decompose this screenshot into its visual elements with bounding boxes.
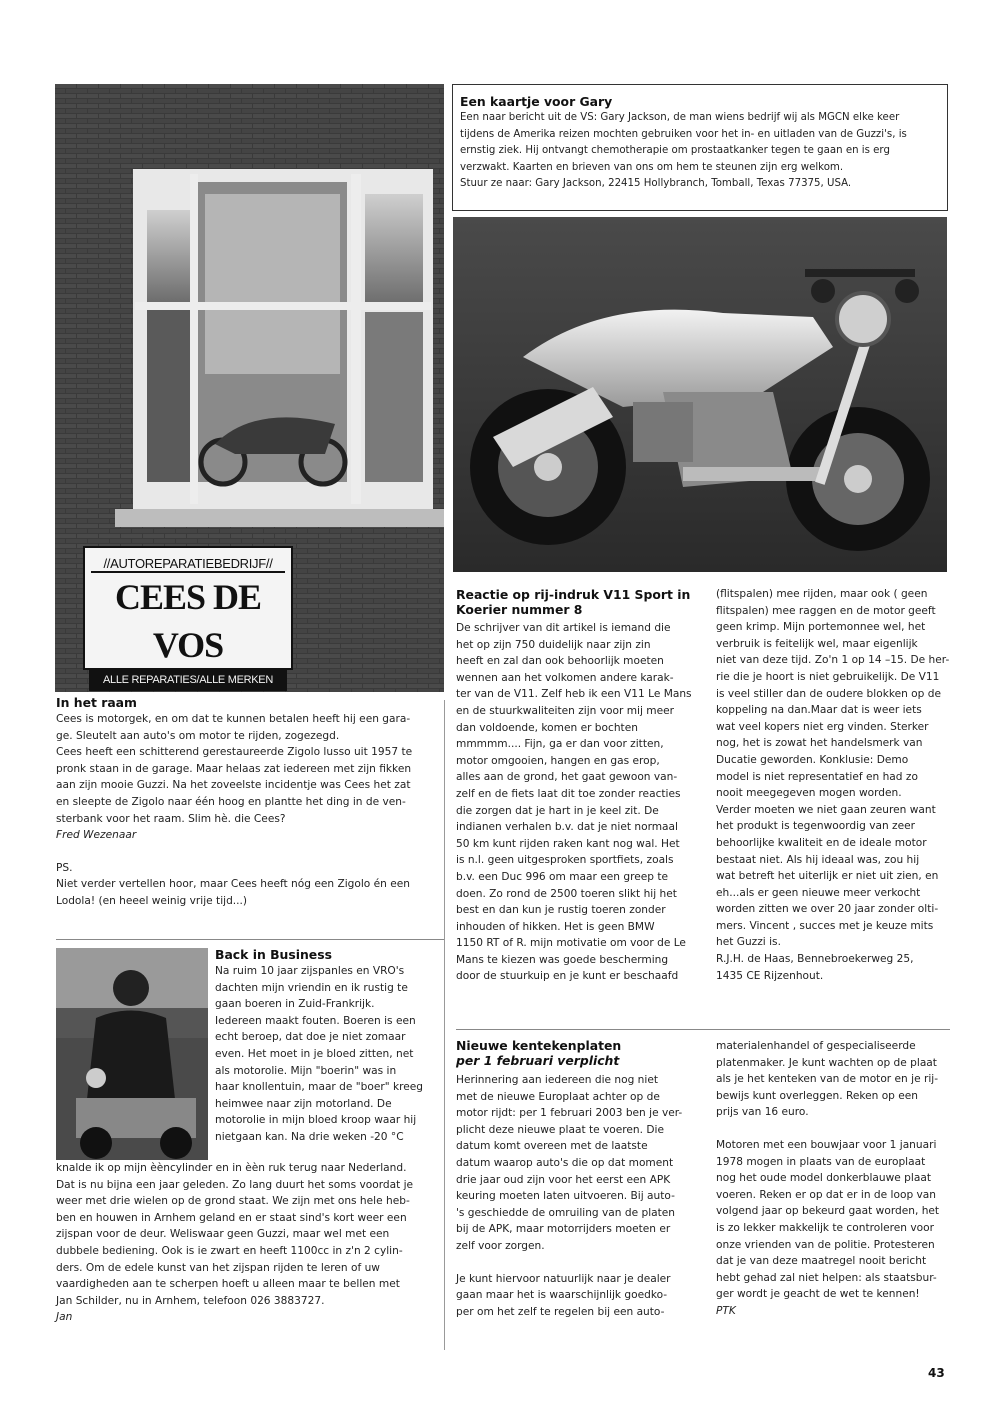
reactie-line: het produkt is tegenwoordig van zeer (716, 820, 915, 833)
reactie-line: is n.l. geen uitgesproken sportfiets, zoals (456, 854, 674, 867)
business-line: Iedereen maakt fouten. Boeren is een (215, 1014, 416, 1027)
sign-bottom-text: ALLE REPARATIES/ALLE MERKEN (89, 669, 287, 691)
reactie-line: die zorgen dat je hart in je keel zit. De (456, 804, 659, 817)
business-line: haar knollentuin, maar de "boer" kreeg (215, 1081, 423, 1094)
garage-sign (83, 546, 293, 686)
reactie-line: heeft en zal dan ook behoorlijk moeten (456, 655, 664, 668)
reactie-title-line: Koerier nummer 8 (456, 602, 583, 617)
reactie-line: rie die je hoort is niet gebruikelijk. De V11 (716, 670, 940, 683)
kenteken-line: Herinnering aan iedereen die nog niet (456, 1074, 659, 1086)
reactie-line: behoorlijke kwaliteit en de ideale motor (716, 836, 927, 849)
raam-line: ge. Sleutelt aan auto's om motor te rijden, zogezegd. (56, 729, 340, 742)
reactie-line: Verder moeten we niet gaan zeuren want (716, 803, 936, 816)
reactie-line: Mans te kiezen was goede bescherming (456, 953, 669, 966)
business-wide-body (56, 1160, 444, 1326)
reactie-line: 1150 RT of R. mijn motivatie om voor de Le (456, 937, 686, 950)
business-line: echt beroep, dat doe je niet zomaar (215, 1031, 406, 1044)
reactie-line: het op zijn 750 duidelijk naar zijn zin (456, 638, 651, 651)
business-line: even. Het moet in je bloed zitten, net (215, 1047, 414, 1060)
reactie-line: motor omgooien, hangen en gas erop, (456, 754, 660, 767)
kaartje-line: verzwakt. Kaarten en brieven van ons om hem te steunen zijn erg welkom. (460, 161, 844, 173)
reactie-author-line: R.J.H. de Haas, Bennebroekerweg 25, (716, 953, 914, 966)
kenteken-line: Motoren met een bouwjaar voor 1 januari (716, 1138, 937, 1151)
raam-title: In het raam (56, 695, 137, 710)
business-line: gaan boeren in Zuid-Frankrijk. (215, 998, 375, 1011)
reactie-line: door de stuurkuip en je kunt er beschaafd (456, 970, 679, 983)
business-line: ders. Om de edele kunst van het zijspan rijden te leren of uw (56, 1261, 380, 1274)
reactie-author-line: 1435 CE Rijzenhout. (716, 969, 824, 982)
kenteken-line: motor rijdt: per 1 februari 2003 ben je ver- (456, 1107, 683, 1120)
raam-body (56, 711, 444, 910)
reactie-line: best en dan kun je rustig toeren zonder (456, 904, 666, 917)
sign-top-text: //AUTOREPARATIEBEDRIJF// (91, 556, 285, 573)
biker-drawing (56, 948, 208, 1160)
reactie-line: wat veel kopers niet erg vinden. Sterker (716, 720, 929, 733)
reactie-line: het Guzzi is. (716, 936, 781, 949)
raam-author: Fred Wezenaar (56, 829, 137, 842)
reactie-line: alles aan de grond, het gaat gewoon van- (456, 771, 678, 784)
reactie-line: (flitspalen) mee rijden, maar ook ( geen (716, 588, 928, 600)
business-line: heimwee naar zijn motorland. De (215, 1097, 392, 1110)
reactie-line: mmmmm.... Fijn, ga er dan voor zitten, (456, 738, 664, 751)
kenteken-line: als je het kenteken van de motor en je rij- (716, 1073, 939, 1086)
reactie-line: nog, het is zowat het handelsmerk van (716, 737, 923, 750)
kaartje-box (452, 84, 948, 211)
reactie-line: ter van de V11. Zelf heb ik een V11 Le Mans (456, 688, 692, 701)
kaartje-line: tijdens de Amerika reizen mochten gebruiken voor het in- en uitladen van de Guzzi's, is (460, 128, 907, 140)
business-line: Na ruim 10 jaar zijspanles en VRO's (215, 965, 405, 977)
kenteken-col2 (716, 1038, 950, 1320)
kenteken-line: materialenhandel of gespecialiseerde (716, 1040, 916, 1052)
reactie-line: indianen verhalen b.v. dat je niet normaal (456, 821, 678, 834)
business-title: Back in Business (215, 947, 332, 962)
kenteken-line: datum waarop auto's die op dat moment (456, 1156, 674, 1169)
kaartje-body (460, 110, 944, 193)
business-line: zijspan voor de deur. Weliswaar geen Guzzi, maar wel met een (56, 1228, 390, 1241)
business-line: dachten mijn vriendin en ik rustig te (215, 981, 408, 994)
reactie-line: flitspalen) mee raggen en de motor geeft (716, 604, 936, 617)
kenteken-author: PTK (716, 1304, 736, 1317)
reactie-line: wennen aan het volkomen andere karak- (456, 671, 674, 684)
raam-ps-label: PS. (56, 861, 73, 874)
kenteken-title-line: Nieuwe kentekenplaten (456, 1038, 622, 1053)
kenteken-line: 1978 mogen in plaats van de europlaat (716, 1155, 926, 1168)
reactie-title (456, 587, 706, 617)
kenteken-line: hebt gehad zal niet helpen: als staatsbur- (716, 1271, 937, 1284)
kenteken-line: plicht deze nieuwe plaat te voeren. Die (456, 1123, 664, 1136)
kenteken-col1 (456, 1072, 698, 1320)
page-number: 43 (928, 1366, 945, 1380)
motorcycle-photo (453, 217, 947, 572)
business-narrow-body (215, 963, 444, 1146)
business-line: Jan Schilder, nu in Arnhem, telefoon 026 3883727. (56, 1294, 325, 1307)
sign-name: CEES DE VOS (114, 577, 262, 665)
kenteken-line: bij de APK, maar motorrijders moeten er (456, 1223, 671, 1236)
reactie-line: worden zitten we over 20 jaar zonder olti- (716, 903, 939, 916)
business-author: Jan (56, 1311, 73, 1324)
raam-line: Cees heeft een schitterend gerestaureerde Zigolo lusso uit 1957 te (56, 746, 413, 759)
kaartje-title: Een kaartje voor Gary (460, 94, 613, 109)
raam-ps-line: Niet verder vertellen hoor, maar Cees heeft nóg een Zigolo én een (56, 878, 411, 891)
business-line: Dat is nu bijna een jaar geleden. Zo lang duurt het soms voordat je (56, 1178, 414, 1191)
kenteken-title (456, 1038, 706, 1068)
reactie-line: 50 km kunt rijden raken kant nog wal. Het (456, 837, 680, 850)
kenteken-line: onze vrienden van de politie. Protesteren (716, 1238, 935, 1251)
kenteken-line: keuring moeten laten uitvoeren. Bij auto- (456, 1190, 675, 1203)
reactie-line: mers. Vincent , succes met je keuze mits (716, 919, 934, 932)
raam-line: pronk staan in de garage. Maar helaas zat iedereen met zijn fikken (56, 762, 412, 775)
reactie-line: doen. Zo rond de 2500 toeren slikt hij het (456, 887, 677, 900)
column-rule (444, 700, 445, 1350)
kenteken-line: is zo lekker makkelijk te controleren voor (716, 1221, 934, 1234)
kenteken-line: volgend jaar op bekeurd gaat worden, het (716, 1205, 940, 1218)
garage-photo (55, 84, 444, 692)
business-line: knalde ik op mijn èèncylinder en in èèn ruk terug naar Nederland. (56, 1162, 407, 1174)
reactie-line: wat betreft het uiterlijk er niet uit zien, en (716, 870, 939, 883)
reactie-line: model is niet representatief en had zo (716, 770, 918, 783)
reactie-line: verbruik is feitelijk wel, maar eigenlijk (716, 637, 918, 650)
section-divider (56, 939, 444, 940)
reactie-line: niet van deze tijd. Zo'n 1 op 14 –15. De her- (716, 654, 950, 667)
section-divider (456, 1029, 950, 1030)
kenteken-line: datum komt overeen met de laatste (456, 1140, 648, 1153)
kenteken-line: zelf voor zorgen. (456, 1239, 545, 1252)
business-line: als motorolie. Mijn "boerin" was in (215, 1064, 397, 1077)
kenteken-line: per om het zelf te regelen bij een auto- (456, 1305, 665, 1318)
kenteken-line: drie jaar oud zijn voor het eerst een APK (456, 1173, 671, 1186)
reactie-line: inhouden of hikken. Het is geen BMW (456, 920, 655, 933)
kenteken-line: voeren. Reken er op dat er in de loop van (716, 1188, 937, 1201)
business-line: nietgaan kan. Na drie weken -20 °C (215, 1130, 404, 1143)
kenteken-line: dat je van deze maatregel nooit bericht (716, 1255, 927, 1268)
reactie-line: zelf en de fiets laat dit toe zonder reacties (456, 787, 681, 800)
reactie-line: bestaat niet. Als hij ideaal was, zou hij (716, 853, 920, 866)
reactie-title-line: Reactie op rij-indruk V11 Sport in (456, 587, 691, 602)
kenteken-line: platenmaker. Je kunt wachten op de plaat (716, 1056, 937, 1069)
reactie-line: is veel stiller dan de oudere blokken op de (716, 687, 941, 700)
reactie-line: eh...als er geen nieuwe meer verkocht (716, 886, 921, 899)
kenteken-line: met de nieuwe Europlaat achter op de (456, 1090, 660, 1103)
kenteken-line: Je kunt hiervoor natuurlijk naar je dealer (456, 1272, 671, 1285)
reactie-line: geen krimp. Mijn portemonnee wel, het (716, 621, 926, 634)
reactie-col2 (716, 586, 950, 984)
kaartje-line: Stuur ze naar: Gary Jackson, 22415 Hollybranch, Tomball, Texas 77375, USA. (460, 178, 852, 190)
motorcycle-drawing (453, 217, 947, 572)
business-line: ben en houwen in Arnhem geland en er staat sind's kort weer een (56, 1211, 407, 1224)
reactie-line: b.v. een Duc 996 om maar een greep te (456, 870, 668, 883)
reactie-line: Ducatie geworden. Konklusie: Demo (716, 753, 909, 766)
reactie-line: en de stuurkwaliteiten zijn voor mij meer (456, 704, 674, 717)
kenteken-line: gaan maar het is waarschijnlijk goedko- (456, 1289, 668, 1302)
reactie-line: koppeling na dan.Maar dat is weer iets (716, 704, 922, 717)
business-line: motorolie in mijn bloed kroop waar hij (215, 1114, 417, 1127)
raam-line: sterbank voor het raam. Slim hè. die Cees? (56, 812, 286, 825)
reactie-line: dan voldoende, komen er bochten (456, 721, 638, 734)
kenteken-line: bewijs kunt overleggen. Reken op een (716, 1089, 919, 1102)
kenteken-line: nog het oude model donkerblauwe plaat (716, 1172, 931, 1185)
kenteken-line: prijs van 16 euro. (716, 1106, 809, 1119)
reactie-col1 (456, 620, 698, 985)
kenteken-line: ger wordt je geacht de wet te kennen! (716, 1288, 920, 1301)
raam-line: Cees is motorgek, en om dat te kunnen betalen heeft hij een gara- (56, 713, 411, 725)
raam-line: aan zijn mooie Guzzi. Na het zoveelste incidentje was Cees het zat (56, 779, 411, 792)
biker-photo (56, 948, 208, 1160)
kenteken-title-line: per 1 februari verplicht (456, 1053, 620, 1068)
raam-ps-line: Lodola! (en heeel weinig vrije tijd...) (56, 894, 248, 907)
business-line: vaardigheden aan te scherpen hoeft u alleen maar te bellen met (56, 1278, 400, 1291)
business-line: dubbele bediening. Ook is ie zwart en heeft 1100cc in z'n 2 cylin- (56, 1244, 403, 1257)
raam-line: en sleepte de Zigolo naar één hoog en plantte het ding in de ven- (56, 795, 406, 808)
kaartje-line: ernstig ziek. Hij ontvangt chemotherapie om prostaatkanker tegen te gaan en is erg (460, 145, 890, 157)
business-line: weer met drie wielen op de grond staat. We zijn met ons hele heb- (56, 1195, 410, 1208)
reactie-line: De schrijver van dit artikel is iemand die (456, 622, 671, 634)
reactie-line: nooit meegegeven mogen worden. (716, 787, 902, 800)
kenteken-line: 's geschiedde de omruiling van de platen (456, 1206, 676, 1219)
kaartje-line: Een naar bericht uit de VS: Gary Jackson, de man wiens bedrijf wij als MGCN elke keer (460, 112, 900, 123)
